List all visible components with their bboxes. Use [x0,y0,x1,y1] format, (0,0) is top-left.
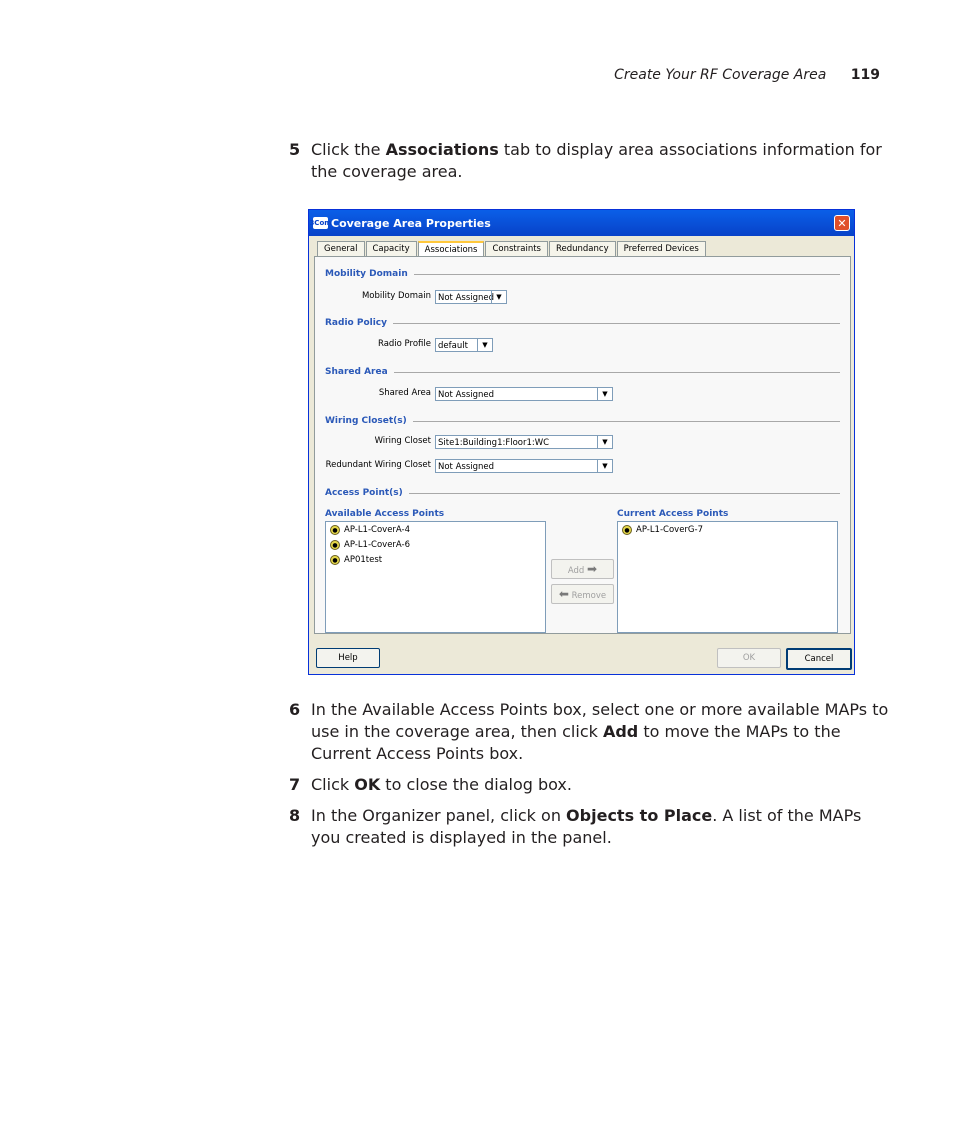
running-header [614,67,880,83]
step-text: In the Available Access Points box, select one or more available MAPs to use in the coverage area, then click [311,700,889,741]
close-icon[interactable]: ✕ [834,215,850,231]
shared-area-label: Shared Area [378,388,431,398]
step-8 [289,805,889,849]
access-point-icon: ● [330,555,340,565]
list-item[interactable] [618,522,837,537]
list-item[interactable] [326,537,545,552]
tab-redundancy[interactable]: Redundancy [549,241,616,256]
redundant-wiring-closet-value: Not Assigned [438,462,495,472]
tab-constraints[interactable]: Constraints [485,241,548,256]
shared-area-select[interactable] [435,387,613,401]
add-button[interactable] [551,559,614,579]
chevron-down-icon[interactable]: ▼ [597,460,612,472]
section-radio-policy: Radio Policy [325,318,840,328]
step-number: 8 [289,806,301,825]
app-logo-icon: 3Com [309,219,332,227]
dialog-title: Coverage Area Properties [331,216,491,230]
step-text: to move the MAPs to the Current Access Points box. [311,722,841,763]
current-access-points-label: Current Access Points [617,509,729,519]
step-bold: Objects to Place [566,806,713,825]
access-point-icon: ● [622,525,632,535]
available-access-points-list[interactable] [325,521,546,633]
arrow-right-icon: ➡ [587,562,598,576]
chevron-down-icon[interactable]: ▼ [597,388,612,400]
tab-general[interactable]: General [317,241,365,256]
wiring-closet-value: Site1:Building1:Floor1:WC [438,438,550,448]
list-item[interactable] [326,552,545,567]
step-number: 6 [289,700,301,719]
step-6 [289,699,889,765]
section-mobility-domain: Mobility Domain [325,269,840,279]
remove-button-label: Remove [571,591,607,601]
mobility-domain-select[interactable] [435,290,507,304]
radio-profile-select[interactable] [435,338,493,352]
step-bold: Associations [385,140,499,159]
step-bold: Add [602,722,639,741]
shared-area-value: Not Assigned [438,390,495,400]
mobility-domain-label: Mobility Domain [361,291,431,301]
step-text: In the Organizer panel, click on [311,806,567,825]
section-shared-area: Shared Area [325,367,840,377]
step-text: tab to display area associations information for the coverage area. [311,140,882,181]
tab-associations[interactable]: Associations [418,241,485,257]
dialog-titlebar[interactable] [309,210,854,236]
chevron-down-icon[interactable]: ▼ [597,436,612,448]
cancel-button[interactable]: Cancel [786,648,852,670]
ap-name: AP-L1-CoverG-7 [636,524,703,535]
arrow-left-icon: ⬅ [558,587,569,601]
access-point-icon: ● [330,525,340,535]
dialog-footer [314,648,849,668]
coverage-area-dialog [308,209,855,675]
ap-name: AP-L1-CoverA-4 [344,524,411,535]
redundant-wiring-closet-label: Redundant Wiring Closet [325,460,431,470]
add-button-label: Add [567,566,585,576]
current-access-points-list[interactable] [617,521,838,633]
chevron-down-icon[interactable]: ▼ [491,291,506,303]
section-wiring-closets: Wiring Closet(s) [325,416,840,426]
available-access-points-label: Available Access Points [325,509,445,519]
step-7 [289,774,889,796]
ap-name: AP01test [344,554,383,565]
header-title: Create Your RF Coverage Area [614,67,827,83]
tab-bar [317,241,707,257]
step-text: Click [311,775,355,794]
wiring-closet-select[interactable] [435,435,613,449]
step-number: 7 [289,775,301,794]
associations-panel [314,256,851,634]
access-point-icon: ● [330,540,340,550]
step-5 [289,139,889,183]
section-access-points: Access Point(s) [325,488,840,498]
radio-profile-value: default [438,341,468,351]
tab-preferred-devices[interactable]: Preferred Devices [617,241,706,256]
list-item[interactable] [326,522,545,537]
remove-button[interactable] [551,584,614,604]
tab-capacity[interactable]: Capacity [366,241,417,256]
ok-button[interactable]: OK [717,648,781,668]
help-button[interactable]: Help [316,648,380,668]
step-bold: OK [354,775,381,794]
step-text: to close the dialog box. [380,775,572,794]
mobility-domain-value: Not Assigned [438,293,495,303]
step-number: 5 [289,140,301,159]
step-text: Click the [311,140,386,159]
page-number: 119 [850,67,880,83]
ap-name: AP-L1-CoverA-6 [344,539,411,550]
chevron-down-icon[interactable]: ▼ [477,339,492,351]
step-text: . A list of the MAPs you created is displayed in the panel. [311,806,862,847]
wiring-closet-label: Wiring Closet [374,436,431,446]
redundant-wiring-closet-select[interactable] [435,459,613,473]
radio-profile-label: Radio Profile [377,339,431,349]
